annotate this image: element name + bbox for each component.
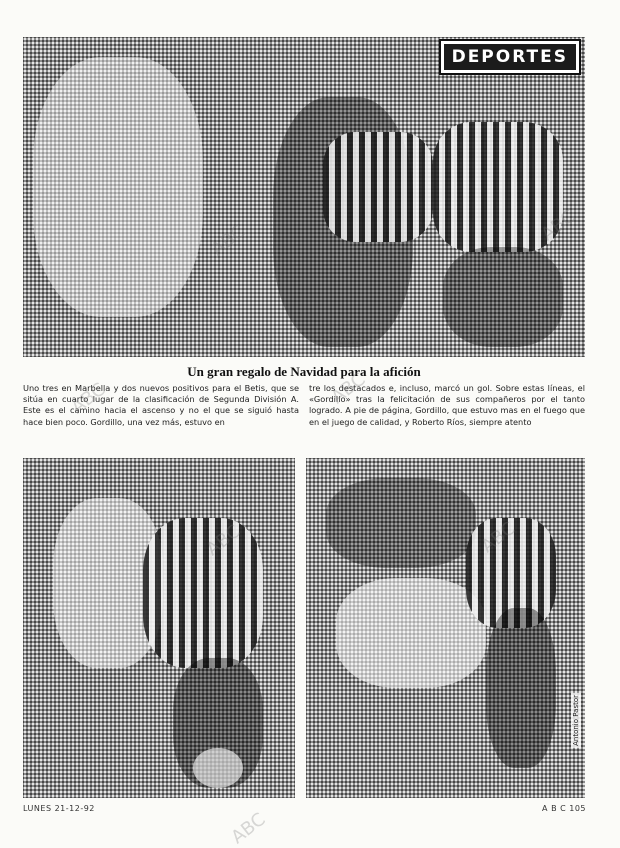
watermark: ABC bbox=[207, 220, 250, 261]
watermark: ABC bbox=[537, 205, 580, 246]
page-number: A B C 105 bbox=[542, 804, 586, 813]
body-column-2: tre los destacados e, incluso, marcó un gol. Sobre estas líneas, el «Gordillo» tras la felicitación de sus compañeros por el tanto logrado. A pie de página, Gordillo, que estuvo mas en el fuego que en el juego de calidad, y Roberto Ríos, siempre atento bbox=[309, 383, 585, 427]
watermark: ABC bbox=[202, 520, 245, 561]
watermark: ABC bbox=[327, 368, 370, 409]
section-badge: DEPORTES bbox=[441, 41, 579, 73]
bottom-left-photo bbox=[23, 458, 295, 798]
watermark: ABC bbox=[67, 378, 110, 419]
watermark: ABC bbox=[227, 808, 270, 848]
body-column-1: Uno tres en Marbella y dos nuevos positivos para el Betis, que se sitúa en cuarto lugar de la clasificación de Segunda División A. Este es el camino hacia el ascenso y no el que se siguió hasta hace bien poco. Gordillo, una vez más, estuvo en bbox=[23, 383, 299, 427]
photo-credit: Antonio Pastor bbox=[572, 695, 580, 746]
page-date: LUNES 21-12-92 bbox=[23, 804, 95, 813]
watermark: ABC bbox=[477, 517, 520, 558]
bottom-right-photo bbox=[306, 458, 585, 798]
headline: Un gran regalo de Navidad para la afición bbox=[187, 364, 421, 379]
top-photo bbox=[23, 37, 585, 357]
